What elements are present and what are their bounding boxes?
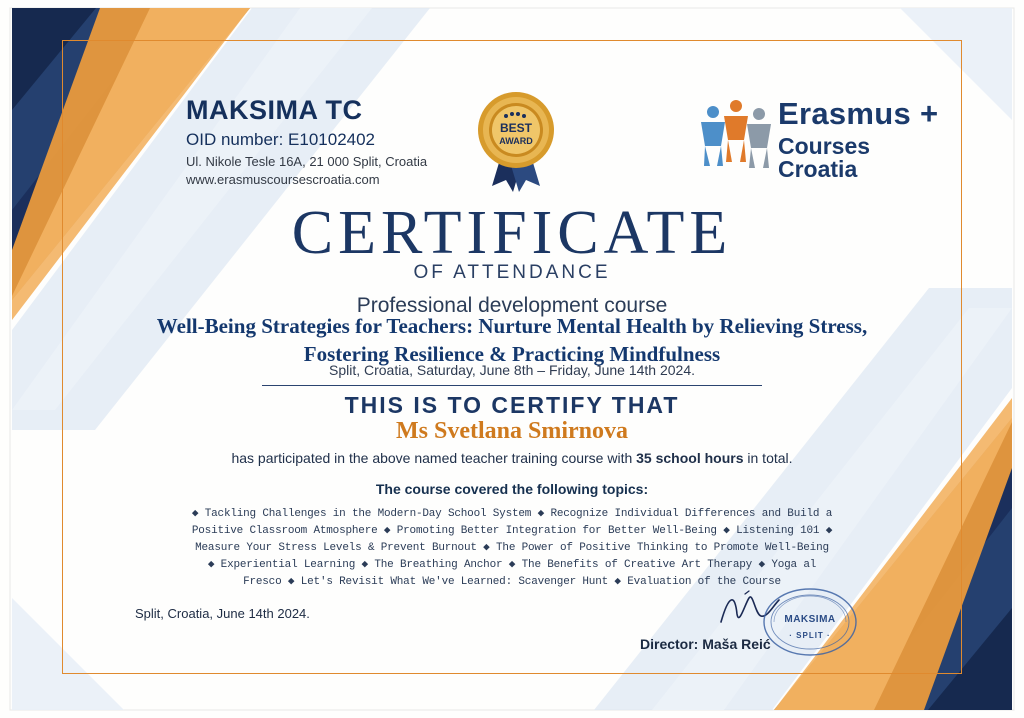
course-title xyxy=(0,312,1024,369)
participation-pre: has participated in the above named teacher training course with xyxy=(231,450,637,466)
topics-list xyxy=(190,506,834,591)
topic-item: Promoting Better Integration for Better Well-Being xyxy=(396,525,717,538)
recipient-name: Ms Svetlana Smirnova xyxy=(395,418,628,444)
topic-bullet: ◆ xyxy=(537,508,545,520)
topic-bullet: ◆ xyxy=(723,525,730,538)
page-title: CERTIFICATE xyxy=(291,199,733,267)
participation-post: in total. xyxy=(743,450,793,466)
organization-block xyxy=(186,96,427,188)
topics-label: The course covered the following topics: xyxy=(375,481,649,497)
course-dates: Split, Croatia, Saturday, June 8th – Friday, June 14th 2024. xyxy=(328,362,696,378)
official-stamp xyxy=(760,584,860,660)
organization-website: www.erasmuscoursescroatia.com xyxy=(186,171,380,187)
topic-item: Yoga al Fresco xyxy=(243,559,817,589)
topic-bullet: ◆ xyxy=(191,508,199,520)
topic-bullet: ◆ xyxy=(825,525,833,538)
director-signature-label: Director: Maša Reić xyxy=(640,636,771,652)
topic-item: Measure Your Stress Levels & Prevent Burnout xyxy=(195,542,477,555)
page-subtitle: OF ATTENDANCE xyxy=(413,262,611,283)
topic-item: Experiential Learning xyxy=(220,559,356,572)
topic-item: Tackling Challenges in the Modern-Day School System xyxy=(204,508,532,520)
organization-oid: OID number: E10102402 xyxy=(186,129,376,149)
stamp-city: · SPLIT · xyxy=(789,631,831,640)
topic-item: Evaluation of the Course xyxy=(627,576,781,589)
participation-hours: 35 school hours xyxy=(636,450,744,466)
topic-bullet: ◆ xyxy=(614,576,621,589)
topic-bullet: ◆ xyxy=(483,542,490,555)
erasmus-subtitle: Courses Croatia xyxy=(778,133,871,182)
course-title-line2: Fostering Resilience & Practicing Mindfulness xyxy=(303,342,721,367)
topic-bullet: ◆ xyxy=(758,559,765,572)
topic-item: Let's Revisit What We've Learned: Scavenger Hunt xyxy=(300,576,609,589)
best-award-badge-icon xyxy=(470,86,562,194)
topic-bullet: ◆ xyxy=(383,525,391,538)
issue-place-date: Split, Croatia, June 14th 2024. xyxy=(135,606,310,621)
topic-bullet: ◆ xyxy=(508,559,516,572)
organization-address: Ul. Nikole Tesle 16A, 21 000 Split, Croatia xyxy=(186,154,428,170)
topic-bullet: ◆ xyxy=(287,576,295,589)
topic-item: The Breathing Anchor xyxy=(374,559,503,572)
participation-statement xyxy=(0,450,1024,466)
organization-name: MAKSIMA TC xyxy=(186,95,363,125)
course-title-line1: Well-Being Strategies for Teachers: Nurture Mental Health by Relieving Stress, xyxy=(156,314,868,338)
topic-item: The Power of Positive Thinking to Promote Well-Being xyxy=(496,542,829,555)
topic-bullet: ◆ xyxy=(361,559,368,572)
course-label: Professional development course xyxy=(356,294,668,317)
erasmus-title: Erasmus + xyxy=(778,96,939,131)
svg-text:AWARD: AWARD xyxy=(499,136,533,146)
topic-item: The Benefits of Creative Art Therapy xyxy=(521,559,753,572)
divider xyxy=(262,385,762,386)
topic-bullet: ◆ xyxy=(207,559,215,572)
certify-statement: THIS IS TO CERTIFY THAT xyxy=(344,392,680,418)
topic-item: Recognize Individual Differences and Build a Positive Classroom Atmosphere xyxy=(191,508,833,538)
erasmus-logo xyxy=(696,96,946,182)
topic-item: Listening 101 xyxy=(736,525,820,538)
erasmus-people-icon xyxy=(696,96,776,172)
svg-text:BEST: BEST xyxy=(499,121,533,135)
stamp-name: MAKSIMA xyxy=(784,614,836,625)
